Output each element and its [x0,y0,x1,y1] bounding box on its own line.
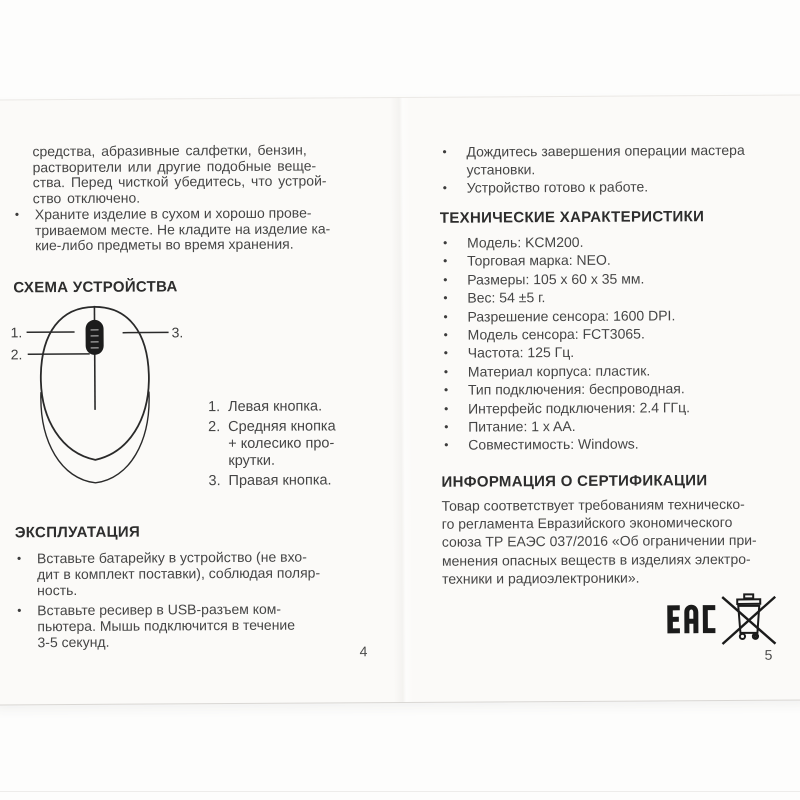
legend-item-middle-button [208,418,388,470]
diagram-legend [208,398,389,493]
care-paragraph: средства, абразивные салфетки, бензин, растворители или другие подобные веще- ства. Перед чисткой убедитесь, что устрой- ство отключено. [32,141,327,207]
bullet-marker: • [16,551,22,566]
usage-bullet-receiver [14,600,390,651]
legend-text: Левая кнопка. [227,398,323,416]
bullet-marker: • [443,309,448,324]
setup-bullet-text: Дождитесь завершения операции мастера установки. [466,141,745,178]
setup-bullet-text: Устройство готово к работе. [466,178,649,196]
bullet-marker: • [444,419,449,434]
callout-1-label: 1. [10,324,23,341]
legend-text: Средняя кнопка + колесико про- крутки. [228,418,336,470]
mouse-diagram [5,301,204,500]
bullet-marker: • [443,382,449,397]
spec-sensor-resolution: • Разрешение сенсора: 1600 DPI. [439,305,789,326]
spec-interface: • Интерфейс подключения: 2.4 ГГц. [440,397,790,418]
usage-bullet-battery [14,548,390,599]
callout-2-label: 2. [10,346,23,363]
spec-sensor-model: • Модель сенсора: FCT3065. [440,324,790,345]
certification-heading: ИНФОРМАЦИЯ О СЕРТИФИКАЦИИ [441,472,708,491]
usage-bullets [14,548,391,651]
usage-bullet-text: Вставьте ресивер в USB-разъем ком- пьютера. Мышь подключится в течение 3-5 секунд. [37,600,296,651]
spec-model: • Модель: KCM200. [439,232,789,253]
bullet-marker: • [14,207,20,222]
spec-weight: • Вес: 54 ±5 г. [439,287,789,308]
legend-number: 1. [207,399,221,416]
scroll-wheel [86,320,104,355]
bullet-marker: • [444,401,449,416]
bullet-marker: • [443,364,449,379]
legend-number: 3. [208,473,221,490]
bullet-marker: • [443,327,448,342]
spec-material: • Материал корпуса: пластик. [440,360,790,381]
specs-list [439,232,790,455]
center-fold [390,98,414,702]
spec-connection-type: • Тип подключения: беспроводная. [440,379,790,400]
bullet-marker: • [442,235,448,250]
setup-bullet-ready [439,177,789,197]
manual-booklet [0,95,800,706]
spec-dimensions: • Размеры: 105 x 60 x 35 мм. [439,268,789,289]
storage-bullet [12,205,388,254]
legend-number: 2. [208,419,221,436]
legend-item-right-button [208,472,388,490]
page-number-4: 4 [359,643,368,660]
eac-mark-icon [666,598,716,640]
setup-bullet-wizard [438,141,788,180]
legend-text: Правая кнопка. [228,472,332,490]
callout-3-label: 3. [171,324,184,341]
usage-heading: ЭКСПЛУАТАЦИЯ [14,523,141,542]
bullet-marker: • [442,144,447,159]
spec-compatibility: • Совместимость: Windows. [440,434,790,455]
scheme-heading: СХЕМА УСТРОЙСТВА [13,278,178,297]
page-number-5: 5 [764,646,773,663]
storage-bullet-text: Храните изделие в сухом и хорошо прове- триваемом месте. Не кладите на изделие ка- кие-либо предметы во время хранения. [34,204,331,254]
legend-item-left-button [208,398,388,416]
spec-power: • Питание: 1 x AA. [440,416,790,437]
usage-bullet-text: Вставьте батарейку в устройство (не вхо- дит в комплект поставки), соблюдая поляр- ность. [36,548,321,599]
certification-paragraph: Товар соответствует требованиям техническо- го регламента Евразийского экономического союза ТР ЕАЭС 037/2016 «Об ограничении при- менения опасных веществ в изделиях электро- техники и радиоэлектроники». [441,495,757,587]
bullet-marker: • [443,254,448,269]
bullet-marker: • [443,272,448,287]
bullet-marker: • [444,438,449,453]
bullet-marker: • [443,346,448,361]
weee-bin-icon [718,592,778,648]
setup-bullets [438,141,788,198]
bullet-marker: • [17,602,22,617]
photo-background-edge [0,791,800,792]
bullet-marker: • [442,181,447,196]
specs-heading: ТЕХНИЧЕСКИЕ ХАРАКТЕРИСТИКИ [439,208,705,227]
spec-frequency: • Частота: 125 Гц. [440,342,790,363]
spec-brand: • Торговая марка: NEO. [439,250,789,271]
bullet-marker: • [443,290,448,305]
